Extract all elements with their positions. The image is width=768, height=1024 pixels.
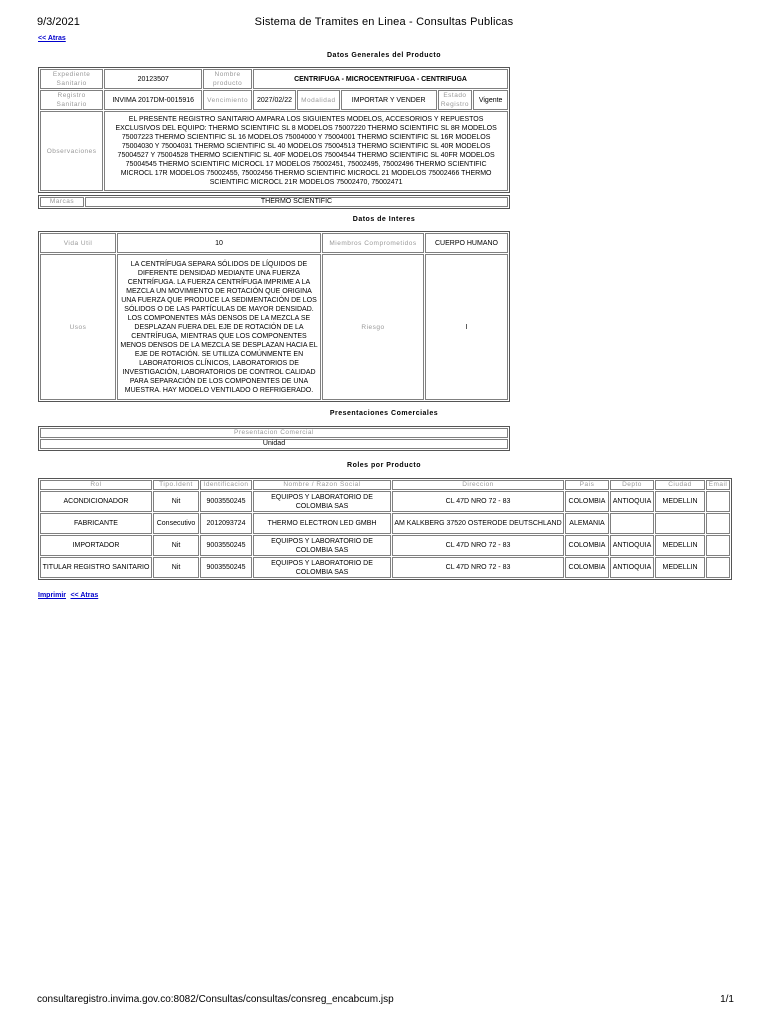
- cell-depto: [610, 513, 654, 534]
- col-email: Email: [706, 480, 730, 490]
- modalidad-label: Modalidad: [297, 90, 340, 110]
- section-title-general: Datos Generales del Producto: [327, 52, 441, 59]
- section-title-interes: Datos de Interes: [352, 216, 416, 223]
- print-title: Sistema de Tramites en Linea - Consultas Publicas: [254, 16, 514, 28]
- usos-value: LA CENTRÍFUGA SEPARA SÓLIDOS DE LÍQUIDOS DE DIFERENTE DENSIDAD MEDIANTE UNA FUERZA CENTRÍFUGA. LA FUERZA CENTRÍFUGA IMPRIME A LA MEZCLA UN MOVIMIENTO DE ROTACIÓN QUE ORIGINA UNA FUERZA QUE PRODUCE LA SEDIMENTACIÓN DE LOS SÓLIDOS O DE LAS PARTÍCULAS DE MAYOR DENSIDAD. LOS COMPONENTES MÁS DENSOS DE LA MEZCLA SE DESPLAZAN FUERA DEL EJE DE ROTACIÓN DE LA CENTRÍFUGA, MIENTRAS QUE LOS COMPONENTES MENOS DENSOS DE LA MEZCLA SE DESPLAZAN HACIA EL EJE DE ROTACIÓN. SE UTILIZA COMÚNMENTE EN LABORATORIOS CLÍNICOS, LABORATORIOS DE INVESTIGACIÓN, LABORATORIOS DE CONTROL CALIDAD PARA SEPARACIÓN DE LOS COMPONENTES DE UNA MUESTRA. HAY MODELO VENTILADO O REFRIGERADO.: [117, 254, 321, 400]
- cell-tipo-ident: Consecutivo: [153, 513, 199, 534]
- print-date: 9/3/2021: [37, 16, 80, 28]
- observaciones-value: EL PRESENTE REGISTRO SANITARIO AMPARA LOS SIGUIENTES MODELOS, ACCESORIOS Y REPUESTOS EXCLUSIVOS DEL EQUIPO: THERMO SCIENTIFIC SL 8 MODELOS 75007220 THERMO SCIENTIFIC SL 8R MODELOS 75007223 THERMO SCIENTIFIC SL 16 MODELOS 75004000 Y 75004001 THERMO SCIENTIFIC SL 16R MODELOS 75004030 Y 75004031 THERMO SCIENTIFIC SL 40 MODELOS 75004513 THERMO SCIENTIFIC SL 40R MODELOS 75004527 Y 75004528 THERMO SCIENTIFIC SL 40F MODELOS 75004544 THERMO SCIENTIFIC SL 40FR MODELOS 75004545 THERMO SCIENTIFIC MICROCL 17 MODELOS 75002451, 75002495, 75002496 THERMO SCIENTIFIC MICROCL 17R MODELOS 75002455, 75002456 THERMO SCIENTIFIC MICROCL 21 MODELOS 75002466 THERMO SCIENTIFIC MICROCL 21R MODELOS 75002470, 75002471: [104, 111, 508, 191]
- riesgo-value: I: [425, 254, 508, 400]
- cell-tipo-ident: Nit: [153, 557, 199, 578]
- cell-email: [706, 491, 730, 512]
- vencimiento-label: Vencimiento: [203, 90, 252, 110]
- col-nombre: Nombre / Razon Social: [253, 480, 391, 490]
- cell-pais: COLOMBIA: [565, 557, 609, 578]
- cell-direccion: CL 47D NRO 72 - 83: [392, 491, 564, 512]
- cell-ciudad: [655, 513, 705, 534]
- cell-nombre: EQUIPOS Y LABORATORIO DE COLOMBIA SAS: [253, 557, 391, 578]
- section-title-roles: Roles por Producto: [347, 462, 421, 469]
- cell-rol: IMPORTADOR: [40, 535, 152, 556]
- cell-identificacion: 9003550245: [200, 535, 252, 556]
- vida-util-label: Vida Util: [40, 233, 116, 253]
- roles-table: [38, 478, 732, 580]
- marcas-value: THERMO SCIENTIFIC: [85, 197, 508, 207]
- cell-pais: COLOMBIA: [565, 491, 609, 512]
- col-rol: Rol: [40, 480, 152, 490]
- footer-url: consultaregistro.invima.gov.co:8082/Consultas/consultas/consreg_encabcum.jsp: [37, 994, 394, 1005]
- modalidad-value: IMPORTAR Y VENDER: [341, 90, 437, 110]
- col-pais: Pais: [565, 480, 609, 490]
- registro-value: INVIMA 2017DM-0015916: [104, 90, 202, 110]
- cell-email: [706, 535, 730, 556]
- cell-ciudad: MEDELLIN: [655, 491, 705, 512]
- expediente-value: 20123507: [104, 69, 202, 89]
- print-link[interactable]: Imprimir: [38, 592, 67, 599]
- col-direccion: Direccion: [392, 480, 564, 490]
- cell-nombre: EQUIPOS Y LABORATORIO DE COLOMBIA SAS: [253, 535, 391, 556]
- col-ciudad: Ciudad: [655, 480, 705, 490]
- roles-header-row: [40, 480, 730, 490]
- cell-email: [706, 513, 730, 534]
- back-link-bottom[interactable]: << Atras: [70, 592, 99, 599]
- cell-email: [706, 557, 730, 578]
- presentacion-header: Presentacion Comercial: [40, 428, 508, 438]
- table-row: [40, 535, 730, 556]
- cell-tipo-ident: Nit: [153, 491, 199, 512]
- estado-label: Estado Registro: [438, 90, 473, 110]
- registro-label: Registro Sanitario: [40, 90, 103, 110]
- nombre-label: Nombre producto: [203, 69, 252, 89]
- col-depto: Depto: [610, 480, 654, 490]
- section-title-presentaciones: Presentaciones Comerciales: [329, 410, 439, 417]
- vida-util-value: 10: [117, 233, 321, 253]
- cell-pais: ALEMANIA: [565, 513, 609, 534]
- miembros-value: CUERPO HUMANO: [425, 233, 508, 253]
- bottom-links: [38, 584, 98, 602]
- footer-page: 1/1: [720, 994, 734, 1005]
- nombre-value: CENTRIFUGA - MICROCENTRIFUGA - CENTRIFUGA: [253, 69, 508, 89]
- marcas-label: Marcas: [40, 197, 84, 207]
- cell-identificacion: 2012093724: [200, 513, 252, 534]
- general-table: [38, 67, 510, 193]
- back-link-top[interactable]: << Atras: [38, 35, 66, 42]
- expediente-label: Expediente Sanitario: [40, 69, 103, 89]
- cell-identificacion: 9003550245: [200, 557, 252, 578]
- cell-tipo-ident: Nit: [153, 535, 199, 556]
- table-row: [40, 557, 730, 578]
- vencimiento-value: 2027/02/22: [253, 90, 296, 110]
- cell-nombre: THERMO ELECTRON LED GMBH: [253, 513, 391, 534]
- col-tipo-ident: Tipo.Ident: [153, 480, 199, 490]
- cell-rol: TITULAR REGISTRO SANITARIO: [40, 557, 152, 578]
- interes-table: [38, 231, 510, 402]
- usos-label: Usos: [40, 254, 116, 400]
- marcas-table: [38, 195, 510, 209]
- presentacion-item: Unidad: [40, 439, 508, 449]
- cell-rol: FABRICANTE: [40, 513, 152, 534]
- miembros-label: Miembros Comprometidos: [322, 233, 424, 253]
- cell-nombre: EQUIPOS Y LABORATORIO DE COLOMBIA SAS: [253, 491, 391, 512]
- cell-depto: ANTIOQUIA: [610, 535, 654, 556]
- estado-value: Vigente: [473, 90, 508, 110]
- cell-rol: ACONDICIONADOR: [40, 491, 152, 512]
- col-identificacion: Identificacion: [200, 480, 252, 490]
- cell-identificacion: 9003550245: [200, 491, 252, 512]
- cell-ciudad: MEDELLIN: [655, 535, 705, 556]
- table-row: [40, 513, 730, 534]
- cell-direccion: CL 47D NRO 72 - 83: [392, 535, 564, 556]
- cell-pais: COLOMBIA: [565, 535, 609, 556]
- cell-depto: ANTIOQUIA: [610, 557, 654, 578]
- riesgo-label: Riesgo: [322, 254, 424, 400]
- cell-direccion: CL 47D NRO 72 - 83: [392, 557, 564, 578]
- cell-depto: ANTIOQUIA: [610, 491, 654, 512]
- cell-ciudad: MEDELLIN: [655, 557, 705, 578]
- cell-direccion: AM KALKBERG 37520 OSTERODE DEUTSCHLAND: [392, 513, 564, 534]
- presentaciones-table: [38, 426, 510, 451]
- observaciones-label: Observaciones: [40, 111, 103, 191]
- table-row: [40, 491, 730, 512]
